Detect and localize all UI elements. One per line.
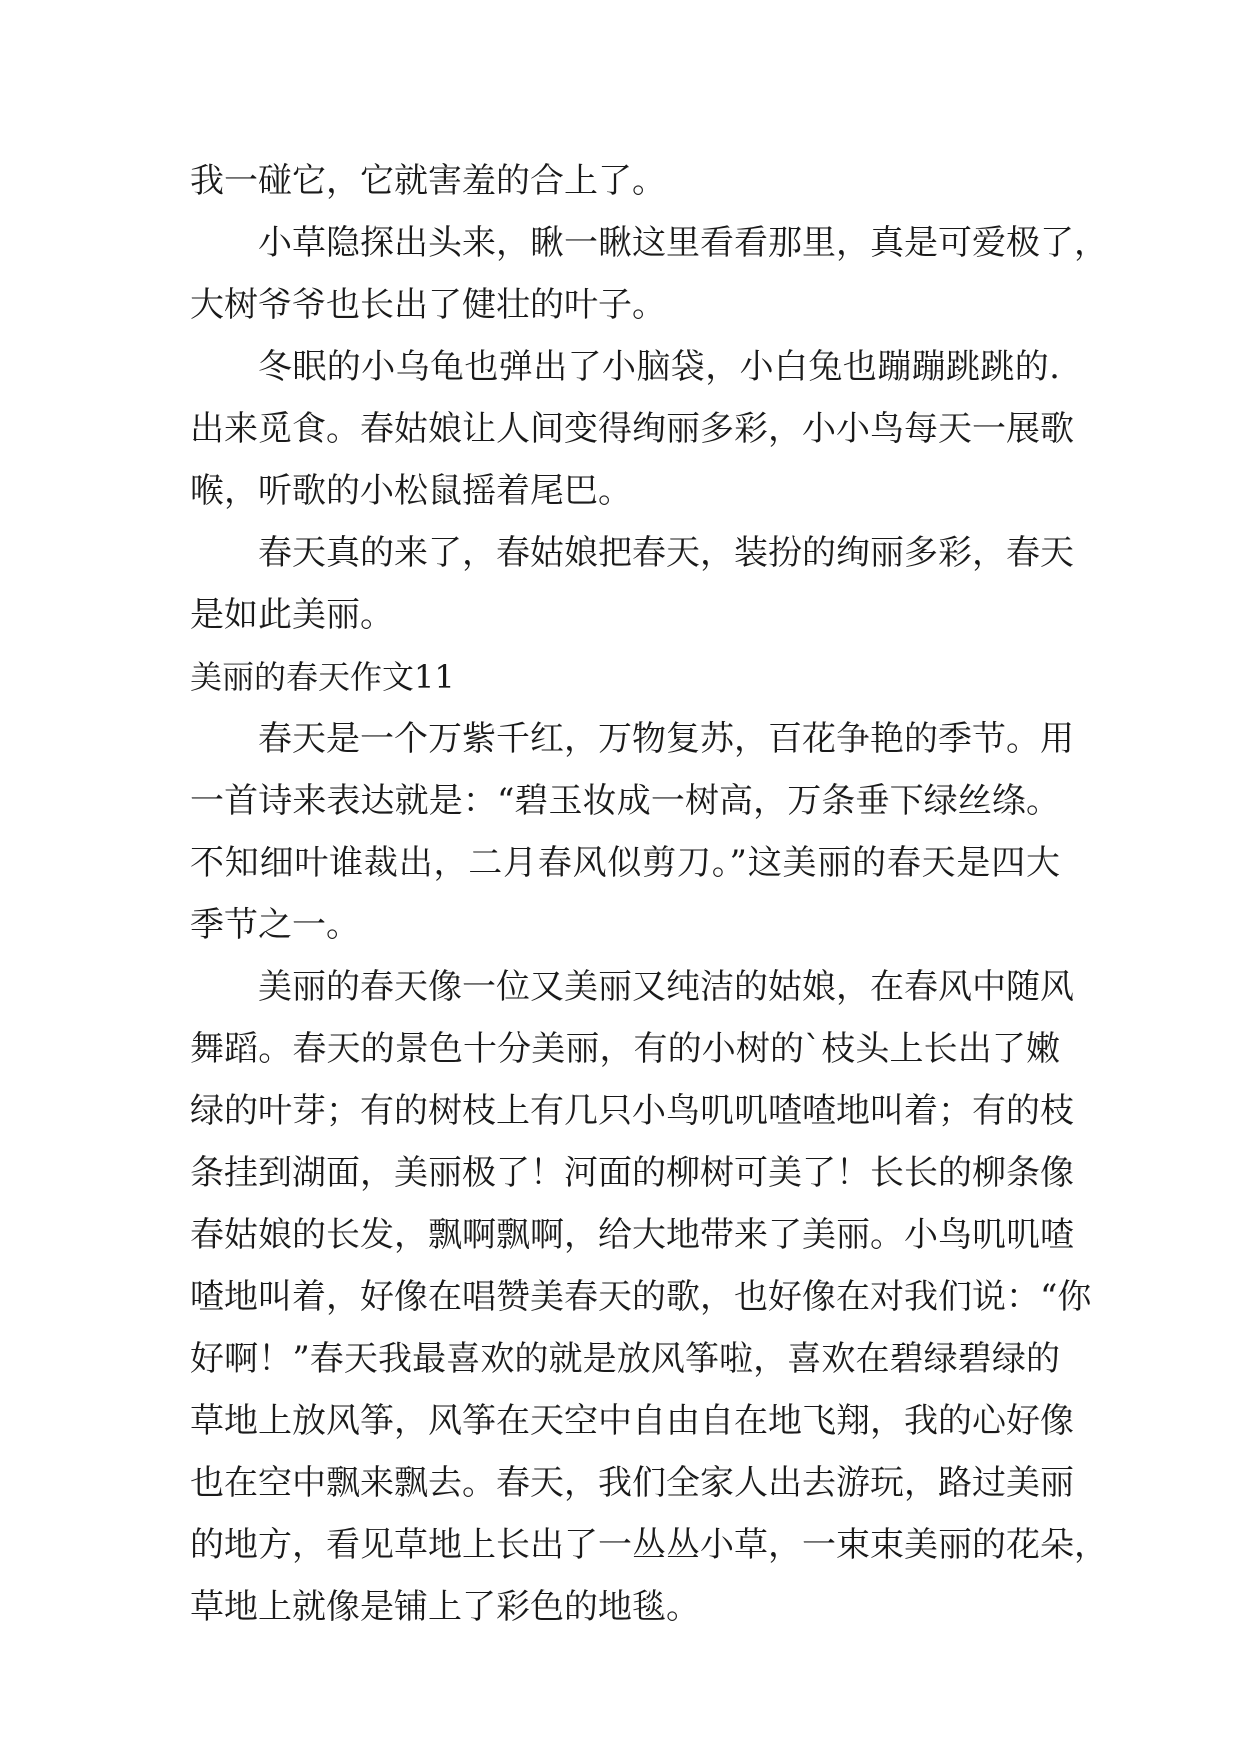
text-line: 喳地叫着，好像在唱赞美春天的歌，也好像在对我们说：“你 xyxy=(190,1277,1092,1317)
text-line: 好啊！”春天我最喜欢的就是放风筝啦，喜欢在碧绿碧绿的 xyxy=(190,1339,1060,1379)
text-line: 的地方，看见草地上长出了一丛丛小草，一束束美丽的花朵， xyxy=(190,1525,1108,1565)
text-line: 小草隐探出头来，瞅一瞅这里看看那里，真是可爱极了， xyxy=(258,223,1108,263)
text-line: 舞蹈。春天的景色十分美丽，有的小树的`枝头上长出了嫩 xyxy=(190,1029,1060,1069)
text-line: 条挂到湖面，美丽极了！河面的柳树可美了！长长的柳条像 xyxy=(190,1153,1074,1193)
text-line: 一首诗来表达就是：“碧玉妆成一树高，万条垂下绿丝绦。 xyxy=(190,781,1060,821)
text-line: 春天真的来了，春姑娘把春天，装扮的绚丽多彩，春天 xyxy=(258,533,1074,573)
text-line: 冬眠的小乌龟也弹出了小脑袋，小白兔也蹦蹦跳跳的. xyxy=(258,347,1060,387)
text-line: 草地上放风筝，风筝在天空中自由自在地飞翔，我的心好像 xyxy=(190,1401,1074,1441)
text-line: 是如此美丽。 xyxy=(190,595,394,635)
text-line: 季节之一。 xyxy=(190,905,360,945)
text-line: 绿的叶芽；有的树枝上有几只小鸟叽叽喳喳地叫着；有的枝 xyxy=(190,1091,1074,1131)
text-line: 春天是一个万紫千红，万物复苏，百花争艳的季节。用 xyxy=(258,719,1074,759)
text-line: 不知细叶谁裁出，二月春风似剪刀。”这美丽的春天是四大 xyxy=(190,843,1060,883)
text-line: 大树爷爷也长出了健壮的叶子。 xyxy=(190,285,666,325)
text-line: 我一碰它，它就害羞的合上了。 xyxy=(190,161,666,201)
text-line: 美丽的春天像一位又美丽又纯洁的姑娘，在春风中随风 xyxy=(258,967,1074,1007)
document-page xyxy=(190,150,1108,1638)
text-line: 出来觅食。春姑娘让人间变得绚丽多彩，小小鸟每天一展歌 xyxy=(190,409,1074,449)
section-heading: 美丽的春天作文11 xyxy=(190,658,455,696)
text-line: 草地上就像是铺上了彩色的地毯。 xyxy=(190,1587,700,1627)
text-line: 喉，听歌的小松鼠摇着尾巴。 xyxy=(190,471,632,511)
text-line: 春姑娘的长发，飘啊飘啊，给大地带来了美丽。小鸟叽叽喳 xyxy=(190,1215,1074,1255)
text-line: 也在空中飘来飘去。春天，我们全家人出去游玩，路过美丽 xyxy=(190,1463,1074,1503)
